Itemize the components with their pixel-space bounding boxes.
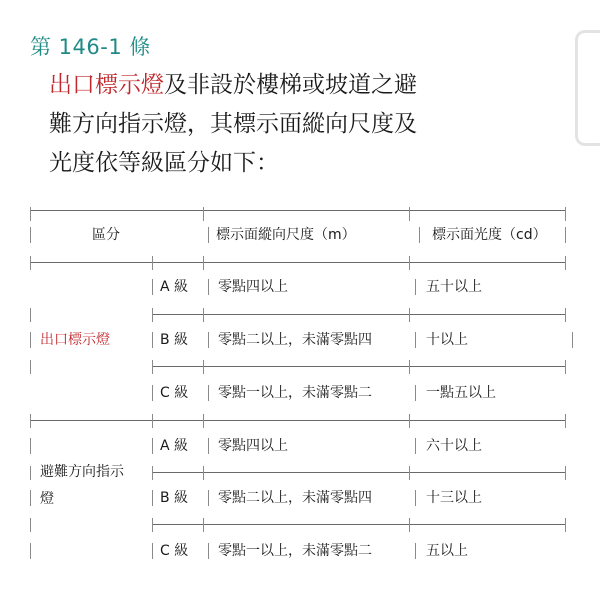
- table-rule: [30, 262, 566, 263]
- group-name-evacuation-line1: 避難方向指示: [40, 464, 124, 480]
- luminance-cell: 五以上: [426, 543, 468, 559]
- group-name-exit-sign: 出口標示燈: [40, 332, 110, 348]
- grade-cell: B 級: [160, 490, 189, 506]
- table-rule: [152, 314, 566, 315]
- article-line-3: 光度依等級區分如下：: [49, 150, 279, 176]
- table-tick: [203, 256, 204, 270]
- table-tick: [565, 256, 566, 270]
- luminance-cell: 十三以上: [426, 490, 482, 506]
- article-number: 第 146-1 條: [30, 35, 151, 59]
- table-tick: [208, 227, 209, 243]
- table-tick: [565, 227, 566, 243]
- size-cell: 零點一以上，未滿零點二: [218, 385, 372, 401]
- table-tick: [565, 207, 566, 221]
- grade-cell: C 級: [160, 543, 189, 559]
- table-rule: [152, 524, 566, 525]
- size-cell: 零點四以上: [218, 438, 288, 454]
- table-tick: [409, 207, 410, 221]
- header-size: 標示面縱向尺度（m）: [216, 227, 356, 243]
- header-luminance: 標示面光度（cd）: [432, 227, 547, 243]
- article-line-1: 出口標示燈及非設於樓梯或坡道之避: [49, 72, 417, 98]
- table-tick: [419, 227, 420, 243]
- grade-cell: C 級: [160, 385, 189, 401]
- table-rule: [30, 420, 566, 421]
- table-tick: [30, 256, 31, 270]
- grade-cell: A 級: [160, 438, 189, 454]
- header-category: 區分: [92, 227, 120, 243]
- grade-cell: A 級: [160, 279, 189, 295]
- luminance-cell: 一點五以上: [426, 385, 496, 401]
- table-rule: [152, 366, 566, 367]
- size-cell: 零點二以上，未滿零點四: [218, 490, 372, 506]
- size-cell: 零點二以上，未滿零點四: [218, 332, 372, 348]
- table-tick: [203, 207, 204, 221]
- group-name-evacuation-line2: 燈: [40, 491, 54, 507]
- table-rule: [152, 472, 566, 473]
- luminance-cell: 十以上: [426, 332, 468, 348]
- table-tick: [30, 207, 31, 221]
- highlight-term[interactable]: 出口標示燈: [49, 72, 164, 98]
- table-rule: [30, 210, 566, 211]
- luminance-cell: 五十以上: [426, 279, 482, 295]
- grade-cell: B 級: [160, 332, 189, 348]
- luminance-cell: 六十以上: [426, 438, 482, 454]
- size-cell: 零點四以上: [218, 279, 288, 295]
- table-tick: [30, 227, 31, 243]
- table-tick: [152, 256, 153, 270]
- table-tick: [409, 256, 410, 270]
- article-line-2: 難方向指示燈，其標示面縱向尺度及: [49, 111, 417, 137]
- size-cell: 零點一以上，未滿零點二: [218, 543, 372, 559]
